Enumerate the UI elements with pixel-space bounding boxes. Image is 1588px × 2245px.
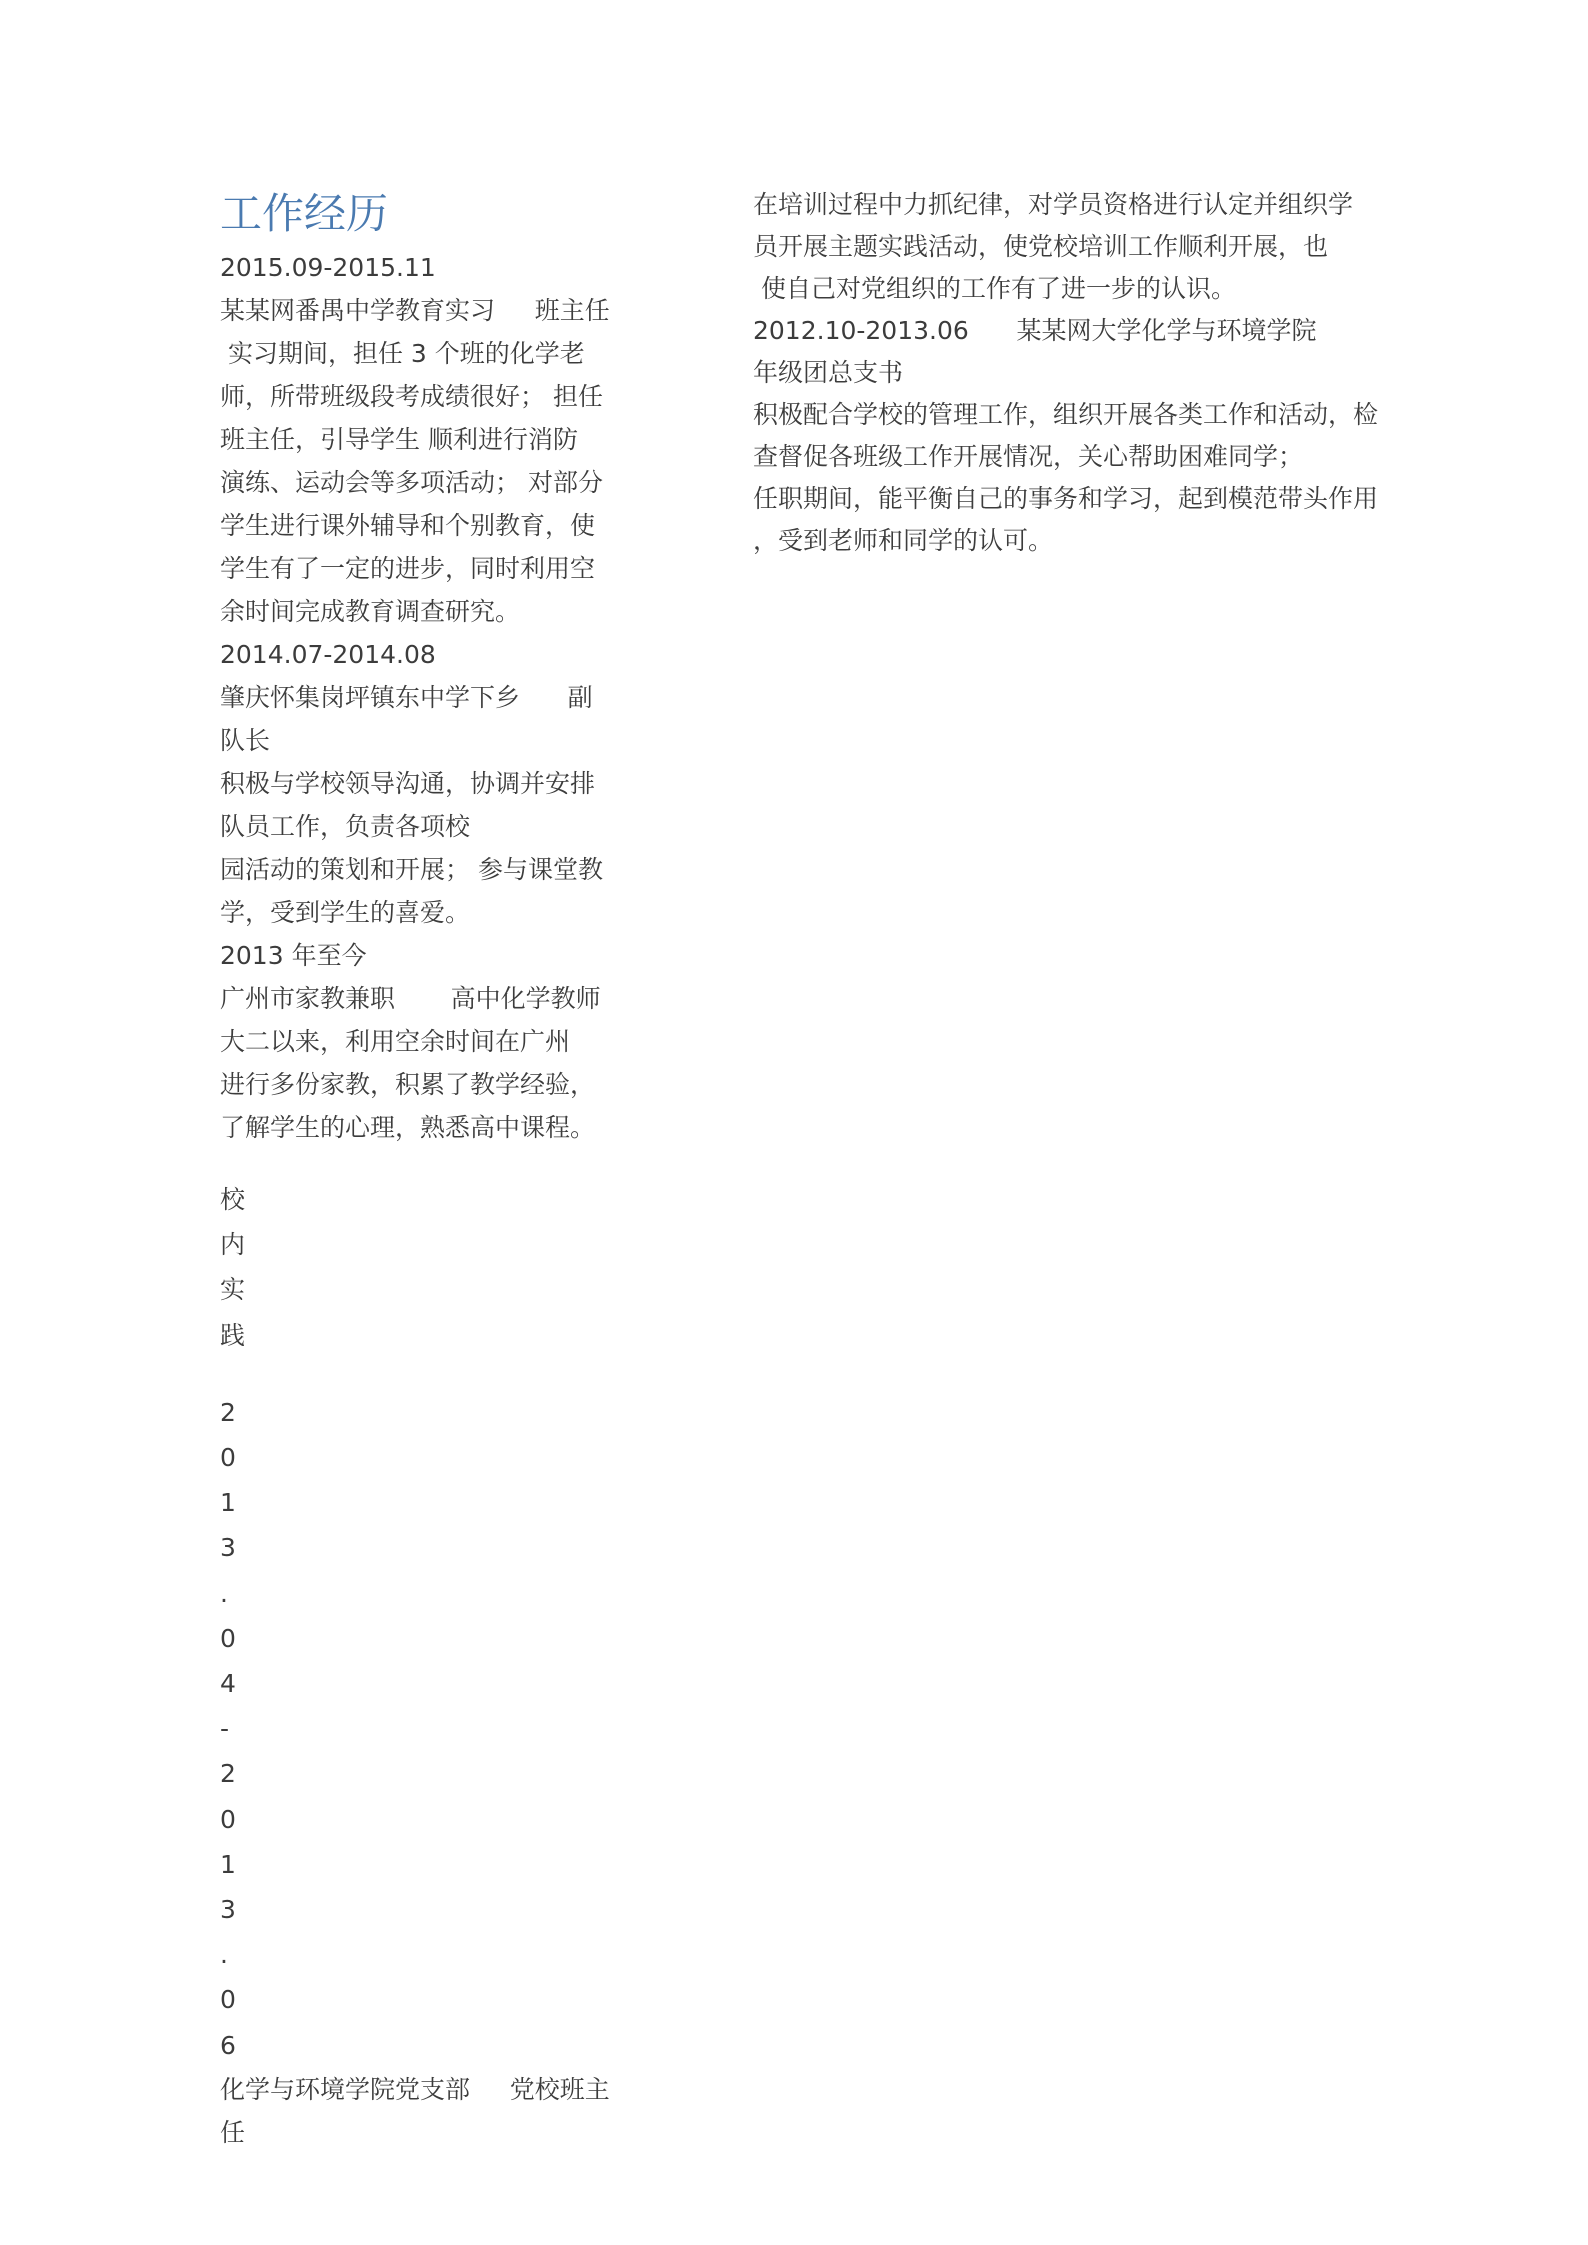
experience-line: 了解学生的心理，熟悉高中课程。 xyxy=(220,1113,596,1142)
vertical-date-char: 1 xyxy=(220,1488,236,1518)
right-line: 使自己对党组织的工作有了进一步的认识。 xyxy=(753,274,1236,303)
experience-line: 2013 年至今 xyxy=(220,941,367,970)
vertical-heading-char: 校 xyxy=(220,1185,246,1214)
vertical-date-char: . xyxy=(220,1578,228,1608)
right-line: 在培训过程中力抓纪律，对学员资格进行认定并组织学 xyxy=(753,190,1354,219)
experience-line: 队员工作，负责各项校 xyxy=(220,812,471,841)
vertical-date-char: - xyxy=(220,1714,230,1744)
vertical-date-char: 2 xyxy=(220,1759,236,1789)
experience-line: 广州市家教兼职 高中化学教师 xyxy=(220,984,601,1013)
experience-line: 实习期间，担任 3 个班的化学老 xyxy=(220,339,585,368)
right-line: 任职期间，能平衡自己的事务和学习，起到模范带头作用 xyxy=(753,484,1379,513)
vertical-heading-campus-practice xyxy=(220,1177,620,1358)
left-column xyxy=(220,186,620,2154)
vertical-date-char: 2 xyxy=(220,1397,236,1427)
right-line: 2012.10-2013.06 某某网大学化学与环境学院 xyxy=(753,316,1317,345)
experience-line: 班主任，引导学生 顺利进行消防 xyxy=(220,425,578,454)
vertical-heading-char: 践 xyxy=(220,1320,246,1350)
vertical-date-char: 0 xyxy=(220,1623,236,1653)
practice-line: 任 xyxy=(220,2117,246,2147)
vertical-date-range xyxy=(220,1390,620,2068)
vertical-heading-char: 内 xyxy=(220,1230,246,1260)
experience-line: 2015.09-2015.11 xyxy=(220,253,436,282)
experience-line: 师，所带班级段考成绩很好； 担任 xyxy=(220,382,603,411)
practice-line: 化学与环境学院党支部 党校班主 xyxy=(220,2074,610,2104)
experience-line: 大二以来，利用空余时间在广州 xyxy=(220,1027,571,1056)
experience-line: 学生进行课外辅导和个别教育，使 xyxy=(220,511,596,540)
right-line: 年级团总支书 xyxy=(753,358,904,387)
experience-line: 余时间完成教育调查研究。 xyxy=(220,597,521,626)
experience-line: 2014.07-2014.08 xyxy=(220,640,436,669)
vertical-date-char: 0 xyxy=(220,1443,236,1473)
experience-line: 肇庆怀集岗坪镇东中学下乡 副 xyxy=(220,683,593,712)
experience-line: 园活动的策划和开展； 参与课堂教 xyxy=(220,855,603,884)
vertical-date-char: 0 xyxy=(220,1804,236,1834)
right-line: 查督促各班级工作开展情况，关心帮助困难同学； xyxy=(753,442,1304,471)
vertical-date-char: 4 xyxy=(220,1669,236,1699)
campus-practice-block xyxy=(220,2068,620,2154)
vertical-date-char: 6 xyxy=(220,2030,236,2060)
vertical-date-char: . xyxy=(220,1940,228,1970)
experience-line: 学生有了一定的进步，同时利用空 xyxy=(220,554,596,583)
experience-line: 进行多份家教，积累了教学经验， xyxy=(220,1070,596,1099)
vertical-heading-char: 实 xyxy=(220,1275,246,1305)
work-experience-block xyxy=(220,246,620,1149)
right-line: 积极配合学校的管理工作，组织开展各类工作和活动，检 xyxy=(753,400,1379,429)
experience-line: 队长 xyxy=(220,726,271,755)
right-column xyxy=(753,184,1393,562)
experience-line: 演练、运动会等多项活动； 对部分 xyxy=(220,468,603,497)
vertical-date-char: 1 xyxy=(220,1849,236,1879)
section-title-work-experience: 工作经历 xyxy=(220,189,389,238)
experience-line: 某某网番禺中学教育实习 班主任 xyxy=(220,296,610,325)
right-line: 员开展主题实践活动，使党校培训工作顺利开展，也 xyxy=(753,232,1329,261)
right-line: ，受到老师和同学的认可。 xyxy=(753,526,1054,555)
vertical-date-char: 3 xyxy=(220,1895,236,1925)
vertical-date-char: 3 xyxy=(220,1533,236,1563)
experience-line: 积极与学校领导沟通，协调并安排 xyxy=(220,769,596,798)
vertical-date-char: 0 xyxy=(220,1985,236,2015)
experience-line: 学，受到学生的喜爱。 xyxy=(220,898,471,927)
